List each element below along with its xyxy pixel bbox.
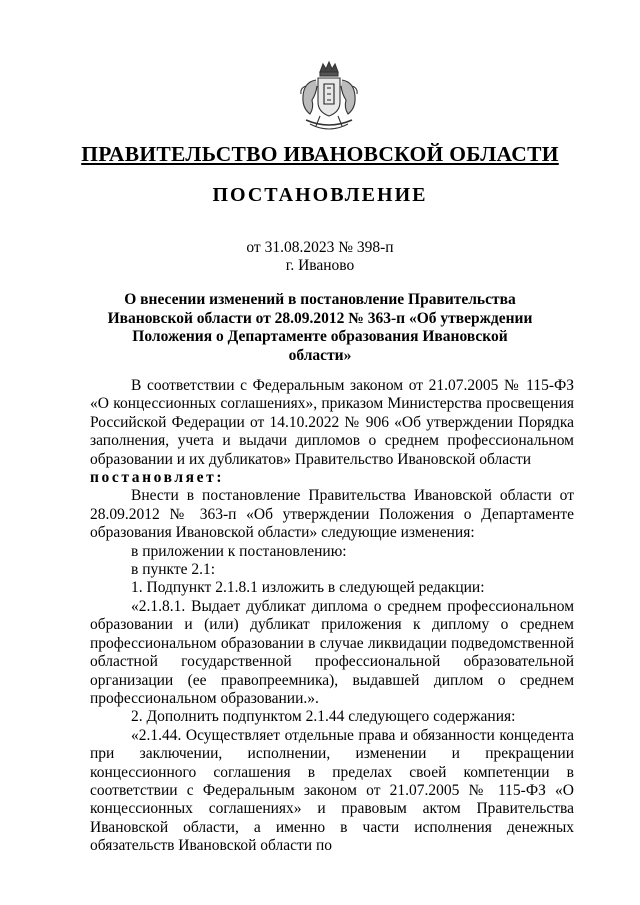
body-paragraph: 1. Подпункт 2.1.8.1 изложить в следующей редакции: [131, 579, 485, 597]
city: г. Иваново [285, 257, 355, 274]
body-paragraph: 2. Дополнить подпунктом 2.1.44 следующего содержания: [131, 708, 516, 726]
body-paragraph: «2.1.8.1. Выдает дубликат диплома о среднем профессиональном образовании и (или) дубликат приложения к диплому о среднем профессиональном образовании в случае ликвидации подведомственной областной государственной профессиональной образовательной организации (ее правопреемника), выдавшей диплом о среднем профессиональном образовании.». [90, 597, 574, 707]
document-body [90, 377, 574, 856]
government-title: ПРАВИТЕЛЬСТВО ИВАНОВСКОЙ ОБЛАСТИ [81, 142, 559, 166]
preamble-paragraph: В соответствии с Федеральным законом от 21.07.2005 № 115-ФЗ «О концессионных соглашениях», приказом Министерства просвещения Российской Федерации от 14.10.2022 № 906 «Об утверждении Порядка заполнения, учета и выдачи дипломов о среднем профессиональном образовании и их дубликатов» Правительство Ивановской области [90, 377, 574, 468]
body-paragraph: в пункте 2.1: [131, 561, 216, 579]
body-paragraph: Внести в постановление Правительства Ивановской области от 28.09.2012 № 363-п «Об утверждении Положения о Департаменте образования Ивановской области» следующие изменения: [90, 487, 574, 542]
body-paragraph: «2.1.44. Осуществляет отдельные права и обязанности концедента при заключении, исполнении, изменении и прекращении концессионного соглашения в пределах своей компетенции в соответствии с Федеральным законом от 21.07.2005 № 115-ФЗ «О концессионных соглашениях» и правовым актом Правительства Ивановской области, а именно в части исполнения денежных обязательств Ивановской области по [90, 726, 574, 855]
decree-word: постановляет: [90, 469, 225, 487]
document-type-heading: ПОСТАНОВЛЕНИЕ [212, 184, 428, 206]
coat-of-arms-emblem [296, 58, 362, 136]
subject-line: Положения о Департаменте образования Ивановской области» [132, 328, 508, 364]
date-number: от 31.08.2023 № 398-п [246, 239, 394, 256]
document-meta [0, 239, 640, 275]
subject-line: О внесении изменений в постановление Правительства [124, 291, 516, 308]
document-subject [100, 291, 540, 365]
body-paragraph: в приложении к постановлению: [131, 542, 347, 560]
subject-line: Ивановской области от 28.09.2012 № 363-п «Об утверждении [107, 309, 533, 327]
